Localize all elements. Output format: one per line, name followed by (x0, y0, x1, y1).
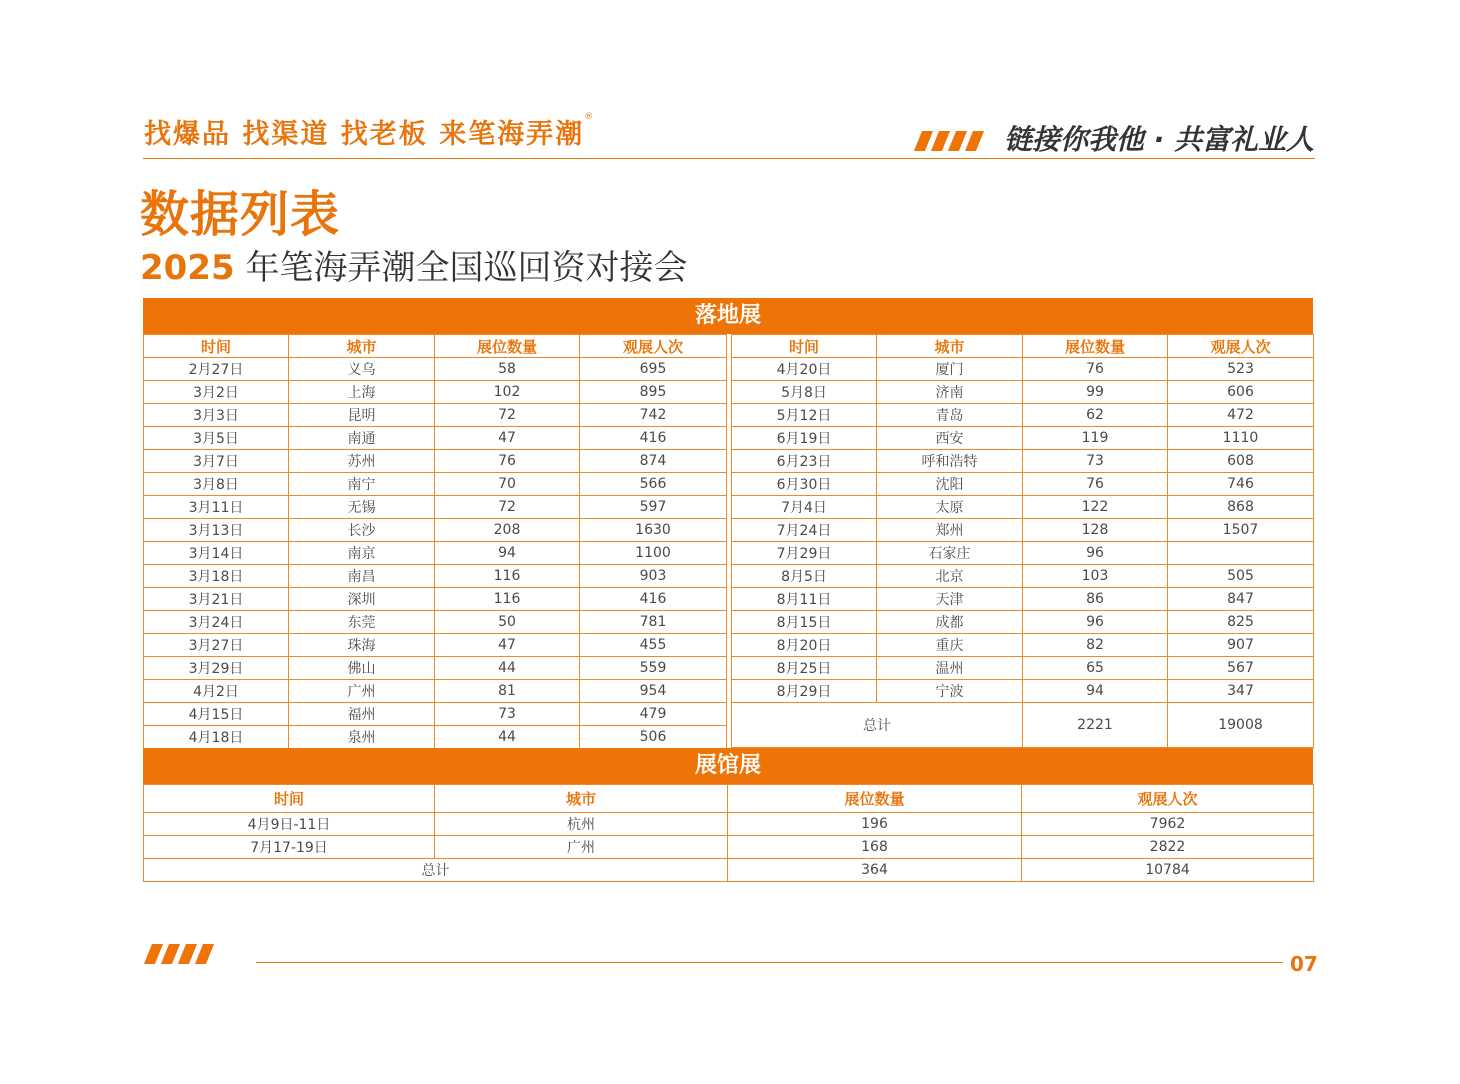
cell-booths: 168 (728, 836, 1022, 859)
table-row (732, 427, 1314, 450)
cell-booths: 96 (1023, 542, 1168, 565)
cell-time: 3月5日 (144, 427, 289, 450)
cell-city: 珠海 (289, 634, 435, 657)
cell-booths: 119 (1023, 427, 1168, 450)
cell-booths: 128 (1023, 519, 1168, 542)
cell-visitors (1168, 542, 1314, 565)
cell-time: 4月2日 (144, 680, 289, 703)
total-label: 总计 (144, 859, 728, 882)
header-slogan-right: 链接你我他 · 共富礼业人 (1003, 123, 1314, 156)
cell-visitors: 903 (580, 565, 727, 588)
cell-booths: 116 (435, 565, 580, 588)
column-header-city: 城市 (289, 335, 435, 358)
cell-time: 3月27日 (144, 634, 289, 657)
landing-table-left (143, 334, 727, 749)
cell-booths: 102 (435, 381, 580, 404)
subtitle-text: 年笔海弄潮全国巡回资对接会 (234, 248, 688, 288)
cell-time: 8月20日 (732, 634, 877, 657)
cell-city: 义乌 (289, 358, 435, 381)
cell-city: 杭州 (435, 813, 728, 836)
cell-booths: 58 (435, 358, 580, 381)
cell-visitors: 567 (1168, 657, 1314, 680)
cell-time: 8月5日 (732, 565, 877, 588)
total-booths: 2221 (1023, 703, 1168, 748)
cell-visitors: 416 (580, 588, 727, 611)
cell-visitors: 506 (580, 726, 727, 749)
cell-city: 北京 (877, 565, 1023, 588)
table-row (144, 358, 727, 381)
footer-divider (256, 962, 1283, 963)
total-row (732, 703, 1314, 748)
cell-booths: 44 (435, 657, 580, 680)
table-row (144, 496, 727, 519)
table-row (732, 611, 1314, 634)
cell-visitors: 455 (580, 634, 727, 657)
cell-time: 6月23日 (732, 450, 877, 473)
cell-visitors: 2822 (1022, 836, 1314, 859)
cell-time: 8月29日 (732, 680, 877, 703)
total-label: 总计 (732, 703, 1023, 748)
table-row (732, 634, 1314, 657)
table-row (144, 519, 727, 542)
cell-time: 4月15日 (144, 703, 289, 726)
cell-booths: 94 (435, 542, 580, 565)
cell-visitors: 523 (1168, 358, 1314, 381)
cell-booths: 196 (728, 813, 1022, 836)
landing-table-right (731, 334, 1314, 748)
cell-booths: 81 (435, 680, 580, 703)
cell-time: 3月14日 (144, 542, 289, 565)
cell-time: 4月20日 (732, 358, 877, 381)
total-row (144, 859, 1314, 882)
cell-visitors: 479 (580, 703, 727, 726)
cell-time: 7月17-19日 (144, 836, 435, 859)
cell-city: 天津 (877, 588, 1023, 611)
table-row (732, 565, 1314, 588)
page-title: 数据列表 (140, 186, 341, 243)
registered-mark: ® (584, 112, 596, 122)
column-header-visitors: 观展人次 (1168, 335, 1314, 358)
cell-time: 3月18日 (144, 565, 289, 588)
cell-city: 南昌 (289, 565, 435, 588)
cell-booths: 47 (435, 634, 580, 657)
column-header-booths: 展位数量 (435, 335, 580, 358)
table-row (732, 542, 1314, 565)
table-row (144, 611, 727, 634)
cell-city: 厦门 (877, 358, 1023, 381)
cell-city: 青岛 (877, 404, 1023, 427)
cell-city: 南通 (289, 427, 435, 450)
cell-booths: 103 (1023, 565, 1168, 588)
table-row (732, 496, 1314, 519)
cell-city: 南宁 (289, 473, 435, 496)
table-row (144, 634, 727, 657)
table-row (732, 404, 1314, 427)
table-row (732, 680, 1314, 703)
column-header-booths: 展位数量 (728, 785, 1022, 813)
cell-visitors: 1630 (580, 519, 727, 542)
column-header-time: 时间 (732, 335, 877, 358)
table-row (732, 588, 1314, 611)
cell-visitors: 416 (580, 427, 727, 450)
table-row (732, 381, 1314, 404)
cell-time: 3月8日 (144, 473, 289, 496)
cell-visitors: 742 (580, 404, 727, 427)
cell-visitors: 559 (580, 657, 727, 680)
cell-visitors: 895 (580, 381, 727, 404)
cell-time: 3月2日 (144, 381, 289, 404)
cell-city: 广州 (435, 836, 728, 859)
table-row (144, 473, 727, 496)
cell-city: 上海 (289, 381, 435, 404)
cell-booths: 47 (435, 427, 580, 450)
cell-time: 7月24日 (732, 519, 877, 542)
cell-booths: 62 (1023, 404, 1168, 427)
cell-city: 郑州 (877, 519, 1023, 542)
table-row (144, 450, 727, 473)
cell-city: 广州 (289, 680, 435, 703)
cell-city: 沈阳 (877, 473, 1023, 496)
table-row (732, 657, 1314, 680)
cell-city: 西安 (877, 427, 1023, 450)
cell-city: 深圳 (289, 588, 435, 611)
table-row (144, 657, 727, 680)
hall-table (143, 784, 1314, 882)
cell-city: 南京 (289, 542, 435, 565)
cell-visitors: 608 (1168, 450, 1314, 473)
cell-booths: 50 (435, 611, 580, 634)
column-header-visitors: 观展人次 (580, 335, 727, 358)
cell-time: 3月13日 (144, 519, 289, 542)
cell-booths: 122 (1023, 496, 1168, 519)
cell-time: 3月7日 (144, 450, 289, 473)
cell-visitors: 868 (1168, 496, 1314, 519)
column-header-visitors: 观展人次 (1022, 785, 1314, 813)
cell-visitors: 874 (580, 450, 727, 473)
table-row (144, 542, 727, 565)
cell-booths: 70 (435, 473, 580, 496)
cell-booths: 99 (1023, 381, 1168, 404)
cell-visitors: 1100 (580, 542, 727, 565)
cell-visitors: 347 (1168, 680, 1314, 703)
cell-time: 3月24日 (144, 611, 289, 634)
column-header-time: 时间 (144, 785, 435, 813)
cell-time: 3月21日 (144, 588, 289, 611)
table-row (144, 836, 1314, 859)
cell-time: 4月9日-11日 (144, 813, 435, 836)
cell-visitors: 597 (580, 496, 727, 519)
page-subtitle (140, 240, 687, 289)
stripes-decoration-top (918, 131, 980, 151)
cell-visitors: 781 (580, 611, 727, 634)
cell-city: 佛山 (289, 657, 435, 680)
cell-time: 5月12日 (732, 404, 877, 427)
cell-visitors: 825 (1168, 611, 1314, 634)
cell-time: 3月3日 (144, 404, 289, 427)
cell-time: 8月11日 (732, 588, 877, 611)
cell-city: 昆明 (289, 404, 435, 427)
cell-booths: 73 (435, 703, 580, 726)
cell-time: 6月30日 (732, 473, 877, 496)
cell-city: 泉州 (289, 726, 435, 749)
cell-city: 苏州 (289, 450, 435, 473)
cell-visitors: 695 (580, 358, 727, 381)
cell-city: 成都 (877, 611, 1023, 634)
table-row (732, 358, 1314, 381)
cell-booths: 44 (435, 726, 580, 749)
cell-visitors: 1507 (1168, 519, 1314, 542)
slogan-text: 找爆品 找渠道 找老板 来笔海弄潮 (144, 119, 585, 150)
cell-booths: 76 (1023, 358, 1168, 381)
stripes-decoration-bottom (148, 944, 210, 964)
cell-visitors: 566 (580, 473, 727, 496)
cell-city: 石家庄 (877, 542, 1023, 565)
cell-time: 7月4日 (732, 496, 877, 519)
cell-booths: 94 (1023, 680, 1168, 703)
cell-booths: 82 (1023, 634, 1168, 657)
column-header-booths: 展位数量 (1023, 335, 1168, 358)
cell-visitors: 472 (1168, 404, 1314, 427)
table-row (144, 588, 727, 611)
cell-visitors: 606 (1168, 381, 1314, 404)
cell-city: 宁波 (877, 680, 1023, 703)
column-header-time: 时间 (144, 335, 289, 358)
cell-city: 太原 (877, 496, 1023, 519)
table-row (144, 404, 727, 427)
table-row (144, 680, 727, 703)
table-row (144, 565, 727, 588)
section-heading-landing: 落地展 (143, 298, 1313, 334)
cell-city: 呼和浩特 (877, 450, 1023, 473)
total-visitors: 10784 (1022, 859, 1314, 882)
cell-booths: 208 (435, 519, 580, 542)
table-row (732, 519, 1314, 542)
cell-visitors: 847 (1168, 588, 1314, 611)
cell-time: 4月18日 (144, 726, 289, 749)
cell-booths: 86 (1023, 588, 1168, 611)
cell-city: 济南 (877, 381, 1023, 404)
cell-time: 8月15日 (732, 611, 877, 634)
table-row (144, 381, 727, 404)
cell-time: 2月27日 (144, 358, 289, 381)
cell-city: 福州 (289, 703, 435, 726)
cell-booths: 76 (435, 450, 580, 473)
cell-booths: 72 (435, 496, 580, 519)
cell-booths: 96 (1023, 611, 1168, 634)
cell-city: 温州 (877, 657, 1023, 680)
table-row (144, 726, 727, 749)
cell-visitors: 907 (1168, 634, 1314, 657)
cell-booths: 76 (1023, 473, 1168, 496)
total-booths: 364 (728, 859, 1022, 882)
cell-city: 东莞 (289, 611, 435, 634)
cell-time: 8月25日 (732, 657, 877, 680)
page-number: 07 (1290, 952, 1318, 976)
cell-time: 5月8日 (732, 381, 877, 404)
table-row (144, 813, 1314, 836)
cell-time: 7月29日 (732, 542, 877, 565)
cell-time: 3月11日 (144, 496, 289, 519)
cell-visitors: 7962 (1022, 813, 1314, 836)
subtitle-year: 2025 (140, 248, 235, 288)
cell-visitors: 954 (580, 680, 727, 703)
cell-city: 无锡 (289, 496, 435, 519)
table-row (732, 473, 1314, 496)
table-row (732, 450, 1314, 473)
cell-booths: 73 (1023, 450, 1168, 473)
column-header-city: 城市 (877, 335, 1023, 358)
total-visitors: 19008 (1168, 703, 1314, 748)
cell-visitors: 746 (1168, 473, 1314, 496)
cell-city: 重庆 (877, 634, 1023, 657)
cell-booths: 72 (435, 404, 580, 427)
cell-visitors: 1110 (1168, 427, 1314, 450)
table-row (144, 427, 727, 450)
header-slogan-left (144, 112, 595, 151)
cell-time: 3月29日 (144, 657, 289, 680)
cell-booths: 65 (1023, 657, 1168, 680)
cell-time: 6月19日 (732, 427, 877, 450)
cell-booths: 116 (435, 588, 580, 611)
header-divider (143, 158, 1315, 159)
table-row (144, 703, 727, 726)
cell-visitors: 505 (1168, 565, 1314, 588)
section-heading-hall: 展馆展 (143, 748, 1313, 784)
cell-city: 长沙 (289, 519, 435, 542)
column-header-city: 城市 (435, 785, 728, 813)
